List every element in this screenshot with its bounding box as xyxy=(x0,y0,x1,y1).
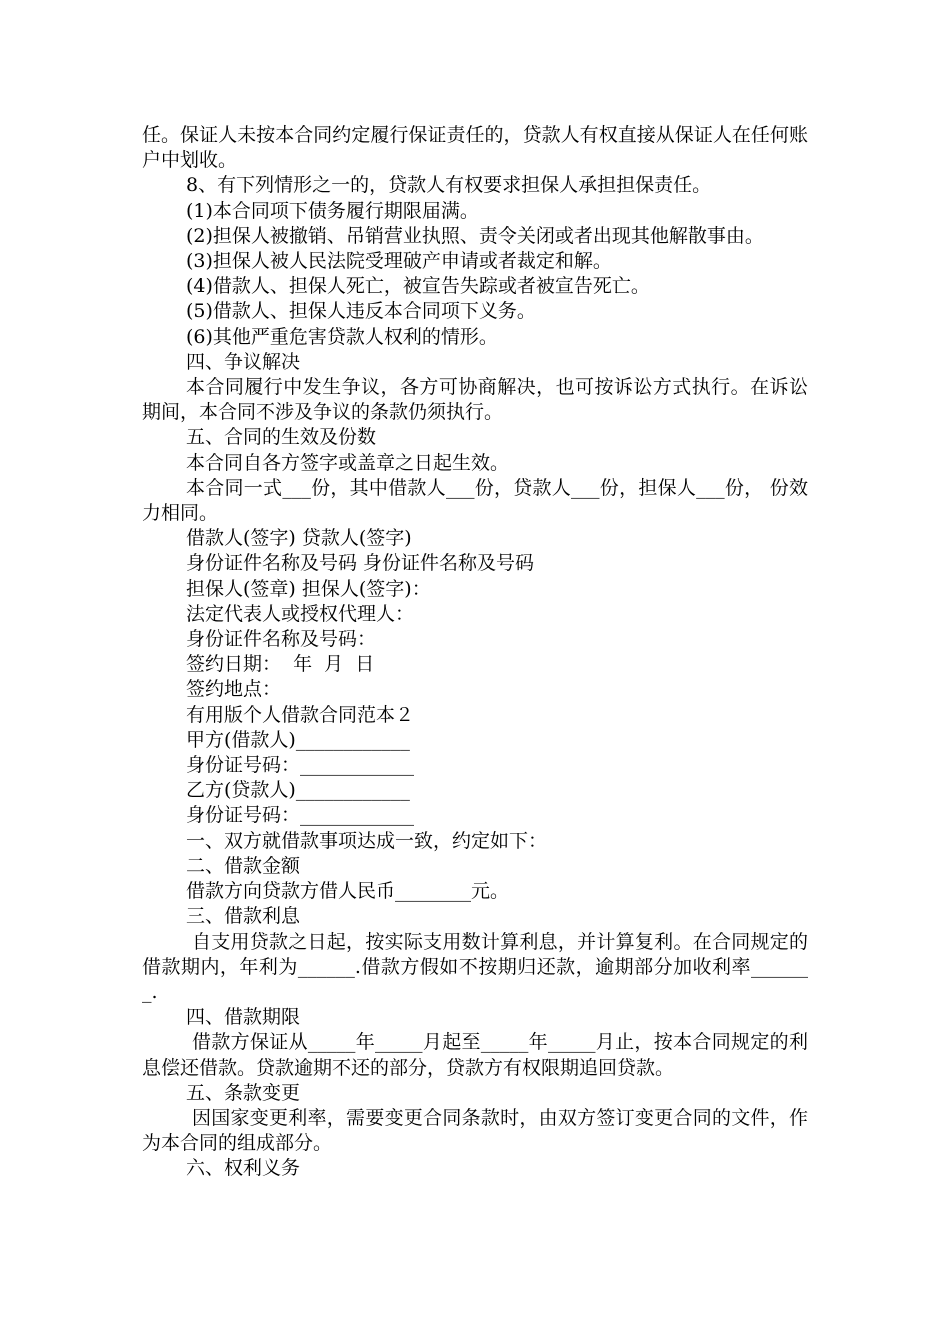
paragraph-15: 身份证件名称及号码 身份证件名称及号码 xyxy=(186,552,535,575)
paragraph-18: 身份证件名称及号码： xyxy=(186,628,377,651)
paragraph-31: 四、借款期限 xyxy=(186,1006,301,1029)
paragraph-34: 因国家变更利率，需要变更合同条款时，由双方签订变更合同的文件，作为本合同的组成部分。 xyxy=(142,1106,808,1155)
paragraph-6: (4)借款人、担保人死亡，被宣告失踪或者被宣告死亡。 xyxy=(186,275,650,298)
paragraph-35: 六、权利义务 xyxy=(186,1157,301,1180)
paragraph-21: 有用版个人借款合同范本２ xyxy=(186,703,415,726)
paragraph-29: 三、借款利息 xyxy=(186,905,301,928)
paragraph-16: 担保人(签章) 担保人(签字)： xyxy=(186,577,431,600)
paragraph-33: 五、条款变更 xyxy=(186,1081,301,1104)
paragraph-13: 本合同一式___份，其中借款人___份，贷款人___份，担保人___份， 份效力相同。 xyxy=(142,476,808,525)
paragraph-20: 签约地点： xyxy=(186,678,282,701)
paragraph-3: (1)本合同项下债务履行期限届满。 xyxy=(186,199,479,222)
paragraph-32: 借款方保证从_____年_____月起至_____年_____月止，按本合同规定的利息偿还借款。贷款逾期不还的部分，贷款方有权限期追回贷款。 xyxy=(142,1031,808,1079)
paragraph-12: 本合同自各方签字或盖章之日起生效。 xyxy=(186,451,510,474)
paragraph-19: 签约日期： 年 月 日 xyxy=(186,653,375,676)
paragraph-27: 二、借款金额 xyxy=(186,854,301,877)
paragraph-22: 甲方(借款人)____________ xyxy=(186,728,410,751)
paragraph-8: (6)其他严重危害贷款人权利的情形。 xyxy=(186,325,498,348)
paragraph-10: 本合同履行中发生争议，各方可协商解决，也可按诉讼方式执行。在诉讼期间，本合同不涉及争议的条款仍须执行。 xyxy=(142,376,808,424)
paragraph-26: 一、双方就借款事项达成一致，约定如下： xyxy=(186,829,548,852)
paragraph-1: 任。保证人未按本合同约定履行保证责任的，贷款人有权直接从保证人在任何账户中划收。 xyxy=(142,124,808,172)
document-body xyxy=(142,123,808,1182)
paragraph-28: 借款方向贷款方借人民币________元。 xyxy=(186,880,510,903)
paragraph-24: 乙方(贷款人)____________ xyxy=(186,779,410,802)
paragraph-30: 自支用贷款之日起，按实际支用数计算利息，并计算复利。在合同规定的借款期内，年利为______.借款方假如不按期归还款，逾期部分加收利率_______. xyxy=(142,930,808,1003)
paragraph-4: (2)担保人被撤销、吊销营业执照、责令关闭或者出现其他解散事由。 xyxy=(186,224,764,247)
paragraph-14: 借款人(签字) 贷款人(签字) xyxy=(186,527,412,550)
paragraph-11: 五、合同的生效及份数 xyxy=(186,426,377,449)
paragraph-7: (5)借款人、担保人违反本合同项下义务。 xyxy=(186,300,536,323)
paragraph-25: 身份证号码：____________ xyxy=(186,804,415,827)
paragraph-17: 法定代表人或授权代理人： xyxy=(186,602,415,625)
paragraph-9: 四、争议解决 xyxy=(186,350,301,373)
paragraph-2: 8、有下列情形之一的，贷款人有权要求担保人承担担保责任。 xyxy=(186,174,712,197)
paragraph-23: 身份证号码：____________ xyxy=(186,754,415,777)
paragraph-5: (3)担保人被人民法院受理破产申请或者裁定和解。 xyxy=(186,250,612,273)
